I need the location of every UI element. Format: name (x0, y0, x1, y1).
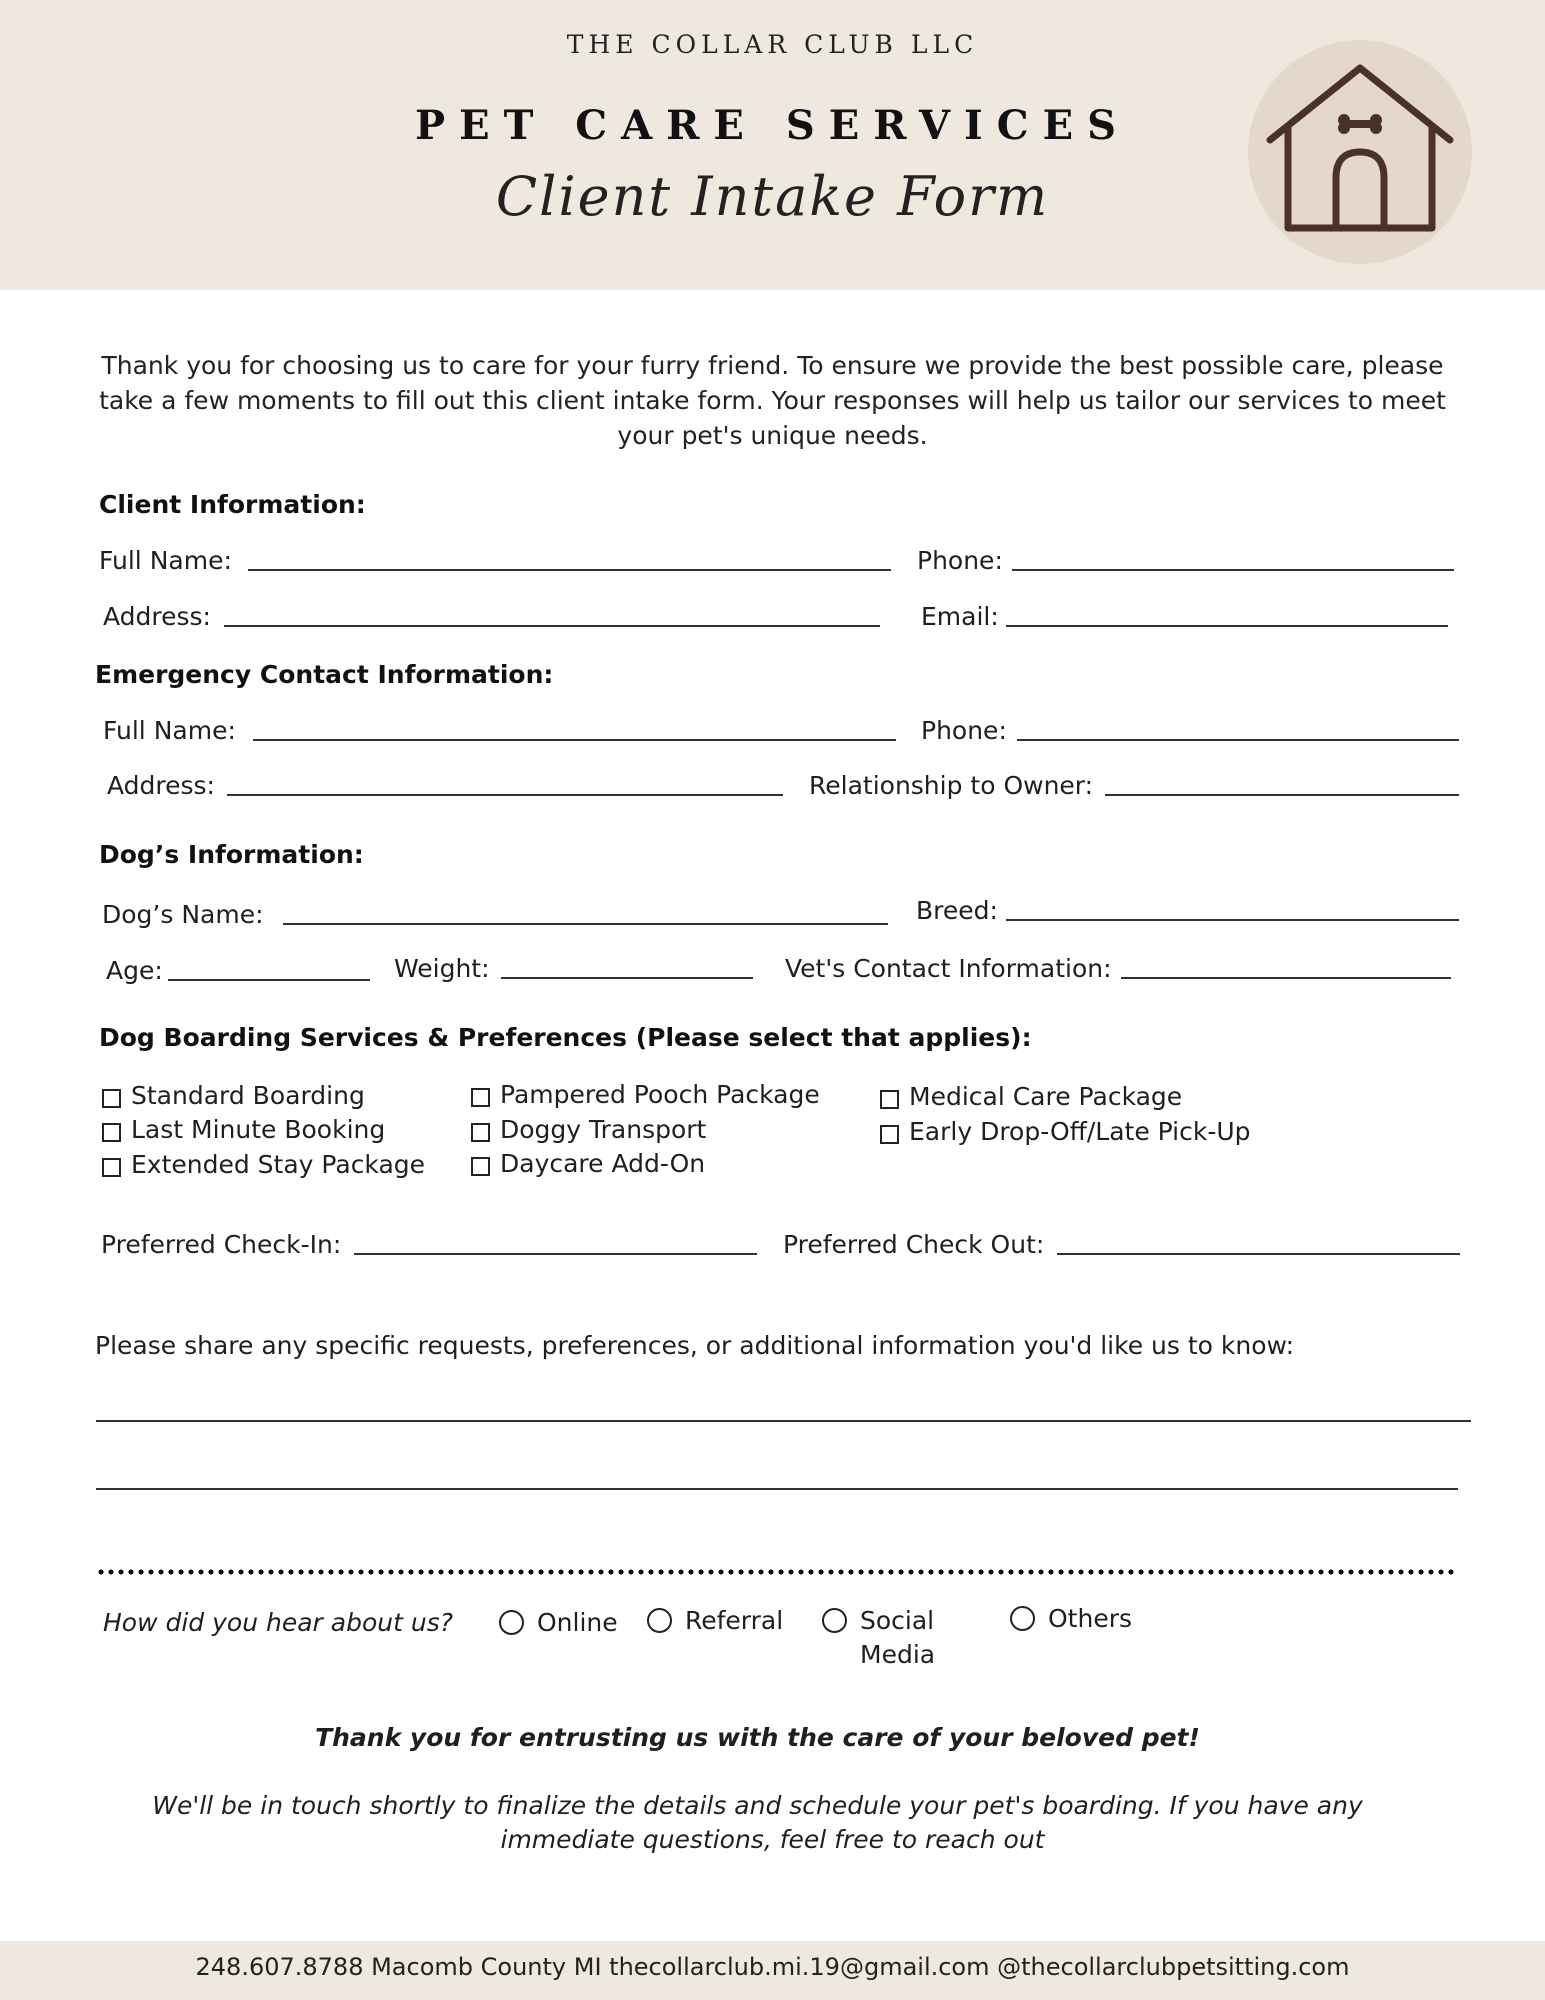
last-minute-booking-checkbox[interactable] (102, 1123, 121, 1142)
company-name: THE COLLAR CLUB LLC (566, 30, 979, 59)
others-label: Others (1048, 1604, 1133, 1633)
dog-name-label: Dog’s Name: (102, 900, 264, 929)
emergency-address-label: Address: (107, 771, 215, 800)
check-in-label: Preferred Check-In: (101, 1230, 342, 1259)
intro-paragraph: Thank you for choosing us to care for your furry friend. To ensure we provide the best possible care, please take a few moments to fill out this client intake form. Your responses will help us tailor our services to meet your pet's unique needs. (99, 351, 1446, 450)
check-in-field[interactable] (354, 1253, 757, 1255)
referral-question: How did you hear about us? (103, 1608, 453, 1637)
standard-boarding-label: Standard Boarding (131, 1081, 365, 1110)
breed-field[interactable] (1006, 919, 1459, 921)
age-field[interactable] (168, 979, 370, 981)
relationship-field[interactable] (1105, 794, 1459, 796)
vet-contact-label: Vet's Contact Information: (785, 954, 1112, 983)
early-dropoff-checkbox[interactable] (880, 1125, 899, 1144)
client-info-heading: Client Information: (99, 490, 366, 519)
doghouse-bone-icon (1248, 40, 1472, 264)
medical-care-checkbox[interactable] (880, 1090, 899, 1109)
early-dropoff-label: Early Drop-Off/Late Pick-Up (909, 1117, 1251, 1146)
emergency-phone-label: Phone: (921, 716, 1007, 745)
emergency-phone-field[interactable] (1017, 739, 1459, 741)
media-label: Media (860, 1640, 936, 1669)
requests-line-1[interactable] (96, 1420, 1471, 1422)
social-label: Social (860, 1606, 935, 1635)
vet-contact-field[interactable] (1121, 977, 1451, 979)
pampered-pooch-checkbox[interactable] (471, 1088, 490, 1107)
closing-thanks: Thank you for entrusting us with the care of your beloved pet! (315, 1723, 1200, 1752)
dog-info-heading: Dog’s Information: (99, 840, 364, 869)
closing-line-2: immediate questions, feel free to reach out (500, 1825, 1045, 1854)
online-label: Online (537, 1608, 618, 1637)
emergency-contact-heading: Emergency Contact Information: (95, 660, 554, 689)
client-email-field[interactable] (1006, 625, 1448, 627)
form-subtitle: Client Intake Form (495, 165, 1050, 228)
relationship-label: Relationship to Owner: (809, 771, 1094, 800)
services-heading: Dog Boarding Services & Preferences (Please select that applies): (99, 1023, 1032, 1052)
client-phone-label: Phone: (917, 546, 1003, 575)
emergency-full-name-label: Full Name: (103, 716, 236, 745)
emergency-address-field[interactable] (227, 794, 783, 796)
weight-field[interactable] (501, 977, 753, 979)
last-minute-booking-label: Last Minute Booking (131, 1115, 386, 1144)
header-banner (0, 0, 1545, 290)
daycare-addon-label: Daycare Add-On (500, 1149, 706, 1178)
extended-stay-label: Extended Stay Package (131, 1150, 426, 1179)
client-full-name-field[interactable] (248, 569, 891, 571)
dotted-divider (96, 1568, 1456, 1576)
social-media-radio[interactable] (822, 1608, 847, 1633)
weight-label: Weight: (394, 954, 490, 983)
doggy-transport-label: Doggy Transport (500, 1115, 707, 1144)
referral-label: Referral (685, 1606, 784, 1635)
client-full-name-label: Full Name: (99, 546, 232, 575)
footer-bar (0, 1941, 1545, 2000)
client-address-label: Address: (103, 602, 211, 631)
others-radio[interactable] (1010, 1606, 1035, 1631)
daycare-addon-checkbox[interactable] (471, 1157, 490, 1176)
referral-radio[interactable] (647, 1608, 672, 1633)
breed-label: Breed: (916, 896, 998, 925)
check-out-field[interactable] (1057, 1253, 1460, 1255)
medical-care-label: Medical Care Package (909, 1082, 1183, 1111)
closing-line-1: We'll be in touch shortly to finalize the details and schedule your pet's boarding. If you have any (152, 1791, 1363, 1820)
emergency-full-name-field[interactable] (253, 739, 896, 741)
dog-name-field[interactable] (283, 923, 888, 925)
page-title: PET CARE SERVICES (415, 102, 1130, 149)
requests-line-2[interactable] (96, 1488, 1458, 1490)
footer-contact: 248.607.8788 Macomb County MI thecollarclub.mi.19@gmail.com @thecollarclubpetsitting.com (195, 1953, 1350, 1981)
client-address-field[interactable] (224, 625, 880, 627)
pampered-pooch-label: Pampered Pooch Package (500, 1080, 820, 1109)
age-label: Age: (106, 956, 163, 985)
client-phone-field[interactable] (1012, 569, 1454, 571)
client-email-label: Email: (921, 602, 999, 631)
online-radio[interactable] (499, 1610, 524, 1635)
extended-stay-checkbox[interactable] (102, 1158, 121, 1177)
standard-boarding-checkbox[interactable] (102, 1089, 121, 1108)
doggy-transport-checkbox[interactable] (471, 1123, 490, 1142)
check-out-label: Preferred Check Out: (783, 1230, 1045, 1259)
requests-prompt: Please share any specific requests, preferences, or additional information you'd like us to know: (95, 1331, 1295, 1360)
